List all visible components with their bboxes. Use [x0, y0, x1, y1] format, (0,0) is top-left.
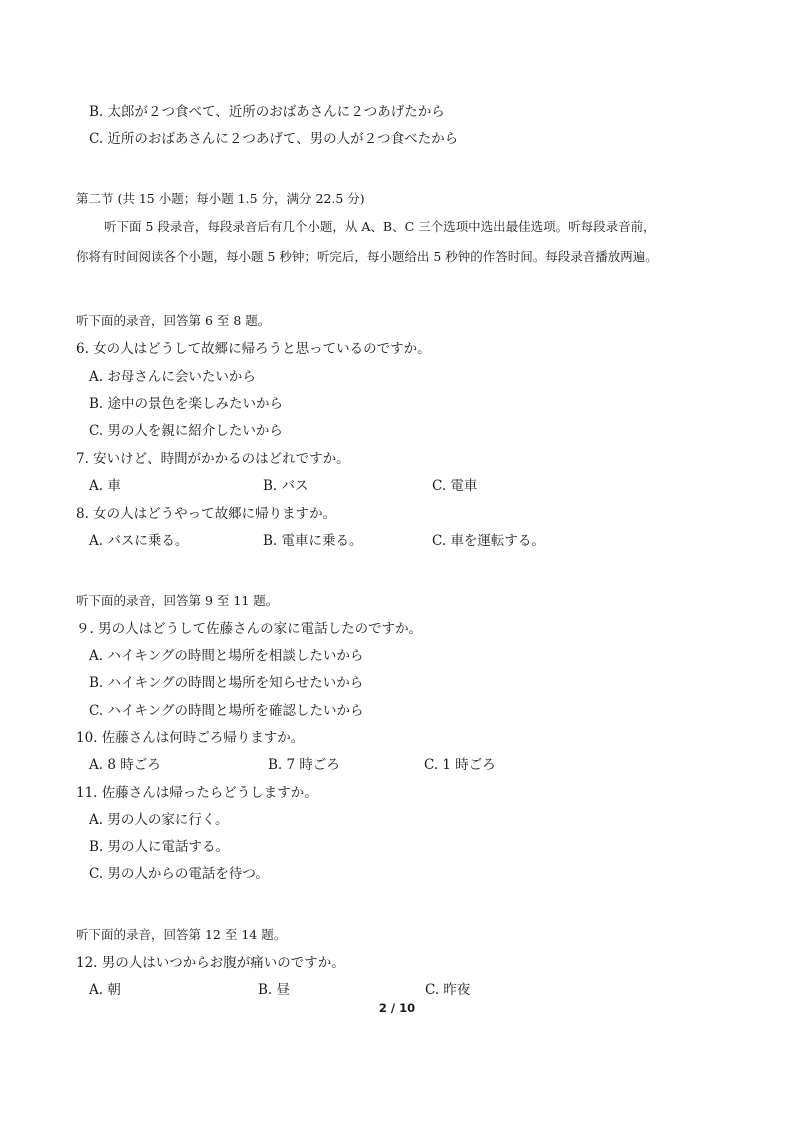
question-10: 10. 佐藤さんは何時ごろ帰りますか。	[76, 730, 305, 746]
question-12: 12. 男の人はいつからお腹が痛いのですか。	[76, 955, 345, 971]
question-8: 8. 女の人はどうやって故郷に帰りますか。	[76, 506, 337, 522]
question-11-option-c: C. 男の人からの電話を待つ。	[89, 866, 269, 882]
question-6: 6. 女の人はどうして故郷に帰ろうと思っているのですか。	[76, 341, 431, 357]
question-11: 11. 佐藤さんは帰ったらどうしますか。	[76, 785, 318, 801]
group-heading: 听下面的录音，回答第 6 至 8 题。	[76, 313, 271, 328]
question-6-option-c: C. 男の人を親に紹介したいから	[89, 423, 283, 439]
question-9: ９. 男の人はどうして佐藤さんの家に電話したのですか。	[76, 621, 423, 637]
question-9-option-b: B. ハイキングの時間と場所を知らせたいから	[89, 675, 364, 691]
option-b: B. 太郎が２つ食べて、近所のおばあさんに２つあげたから	[89, 104, 445, 120]
question-12-option-a: A. 朝	[89, 982, 121, 998]
option-c: C. 近所のおばあさんに２つあげて、男の人が２つ食べたから	[89, 131, 459, 147]
question-8-option-b: B. 電車に乗る。	[263, 533, 363, 549]
question-9-option-a: A. ハイキングの時間と場所を相談したいから	[89, 648, 364, 664]
question-8-option-c: C. 車を運転する。	[432, 533, 545, 549]
section-instructions-line-1: 听下面 5 段录音，每段录音后有几个小题，从 A、B、C 三个选项中选出最佳选项。听每段录音前，	[104, 219, 656, 234]
question-12-option-b: B. 昼	[258, 982, 291, 998]
page-number: 2 / 10	[378, 1001, 416, 1015]
question-10-option-c: C. 1 時ごろ	[424, 757, 496, 773]
question-8-option-a: A. バスに乗る。	[89, 533, 189, 549]
question-10-option-a: A. 8 時ごろ	[89, 757, 161, 773]
question-7: 7. 安いけど、時間がかかるのはどれですか。	[76, 451, 350, 467]
question-7-option-b: B. バス	[263, 478, 309, 494]
question-7-option-c: C. 電車	[432, 478, 478, 494]
question-10-option-b: B. 7 時ごろ	[268, 757, 340, 773]
group-heading: 听下面的录音，回答第 12 至 14 题。	[76, 927, 287, 942]
question-9-option-c: C. ハイキングの時間と場所を確認したいから	[89, 703, 364, 719]
group-heading: 听下面的录音，回答第 9 至 11 题。	[76, 593, 279, 608]
question-6-option-a: A. お母さんに会いたいから	[89, 369, 256, 385]
section-instructions-line-2: 你将有时间阅读各个小题，每小题 5 秒钟；听完后，每小题给出 5 秒钟的作答时间。每段录音播放两遍。	[76, 249, 658, 264]
section-title: 第二节 (共 15 小题；每小题 1.5 分，满分 22.5 分)	[76, 191, 365, 206]
question-11-option-a: A. 男の人の家に行く。	[89, 812, 229, 828]
question-7-option-a: A. 車	[89, 478, 121, 494]
question-11-option-b: B. 男の人に電話する。	[89, 839, 230, 855]
question-6-option-b: B. 途中の景色を楽しみたいから	[89, 396, 284, 412]
question-12-option-c: C. 昨夜	[425, 982, 471, 998]
